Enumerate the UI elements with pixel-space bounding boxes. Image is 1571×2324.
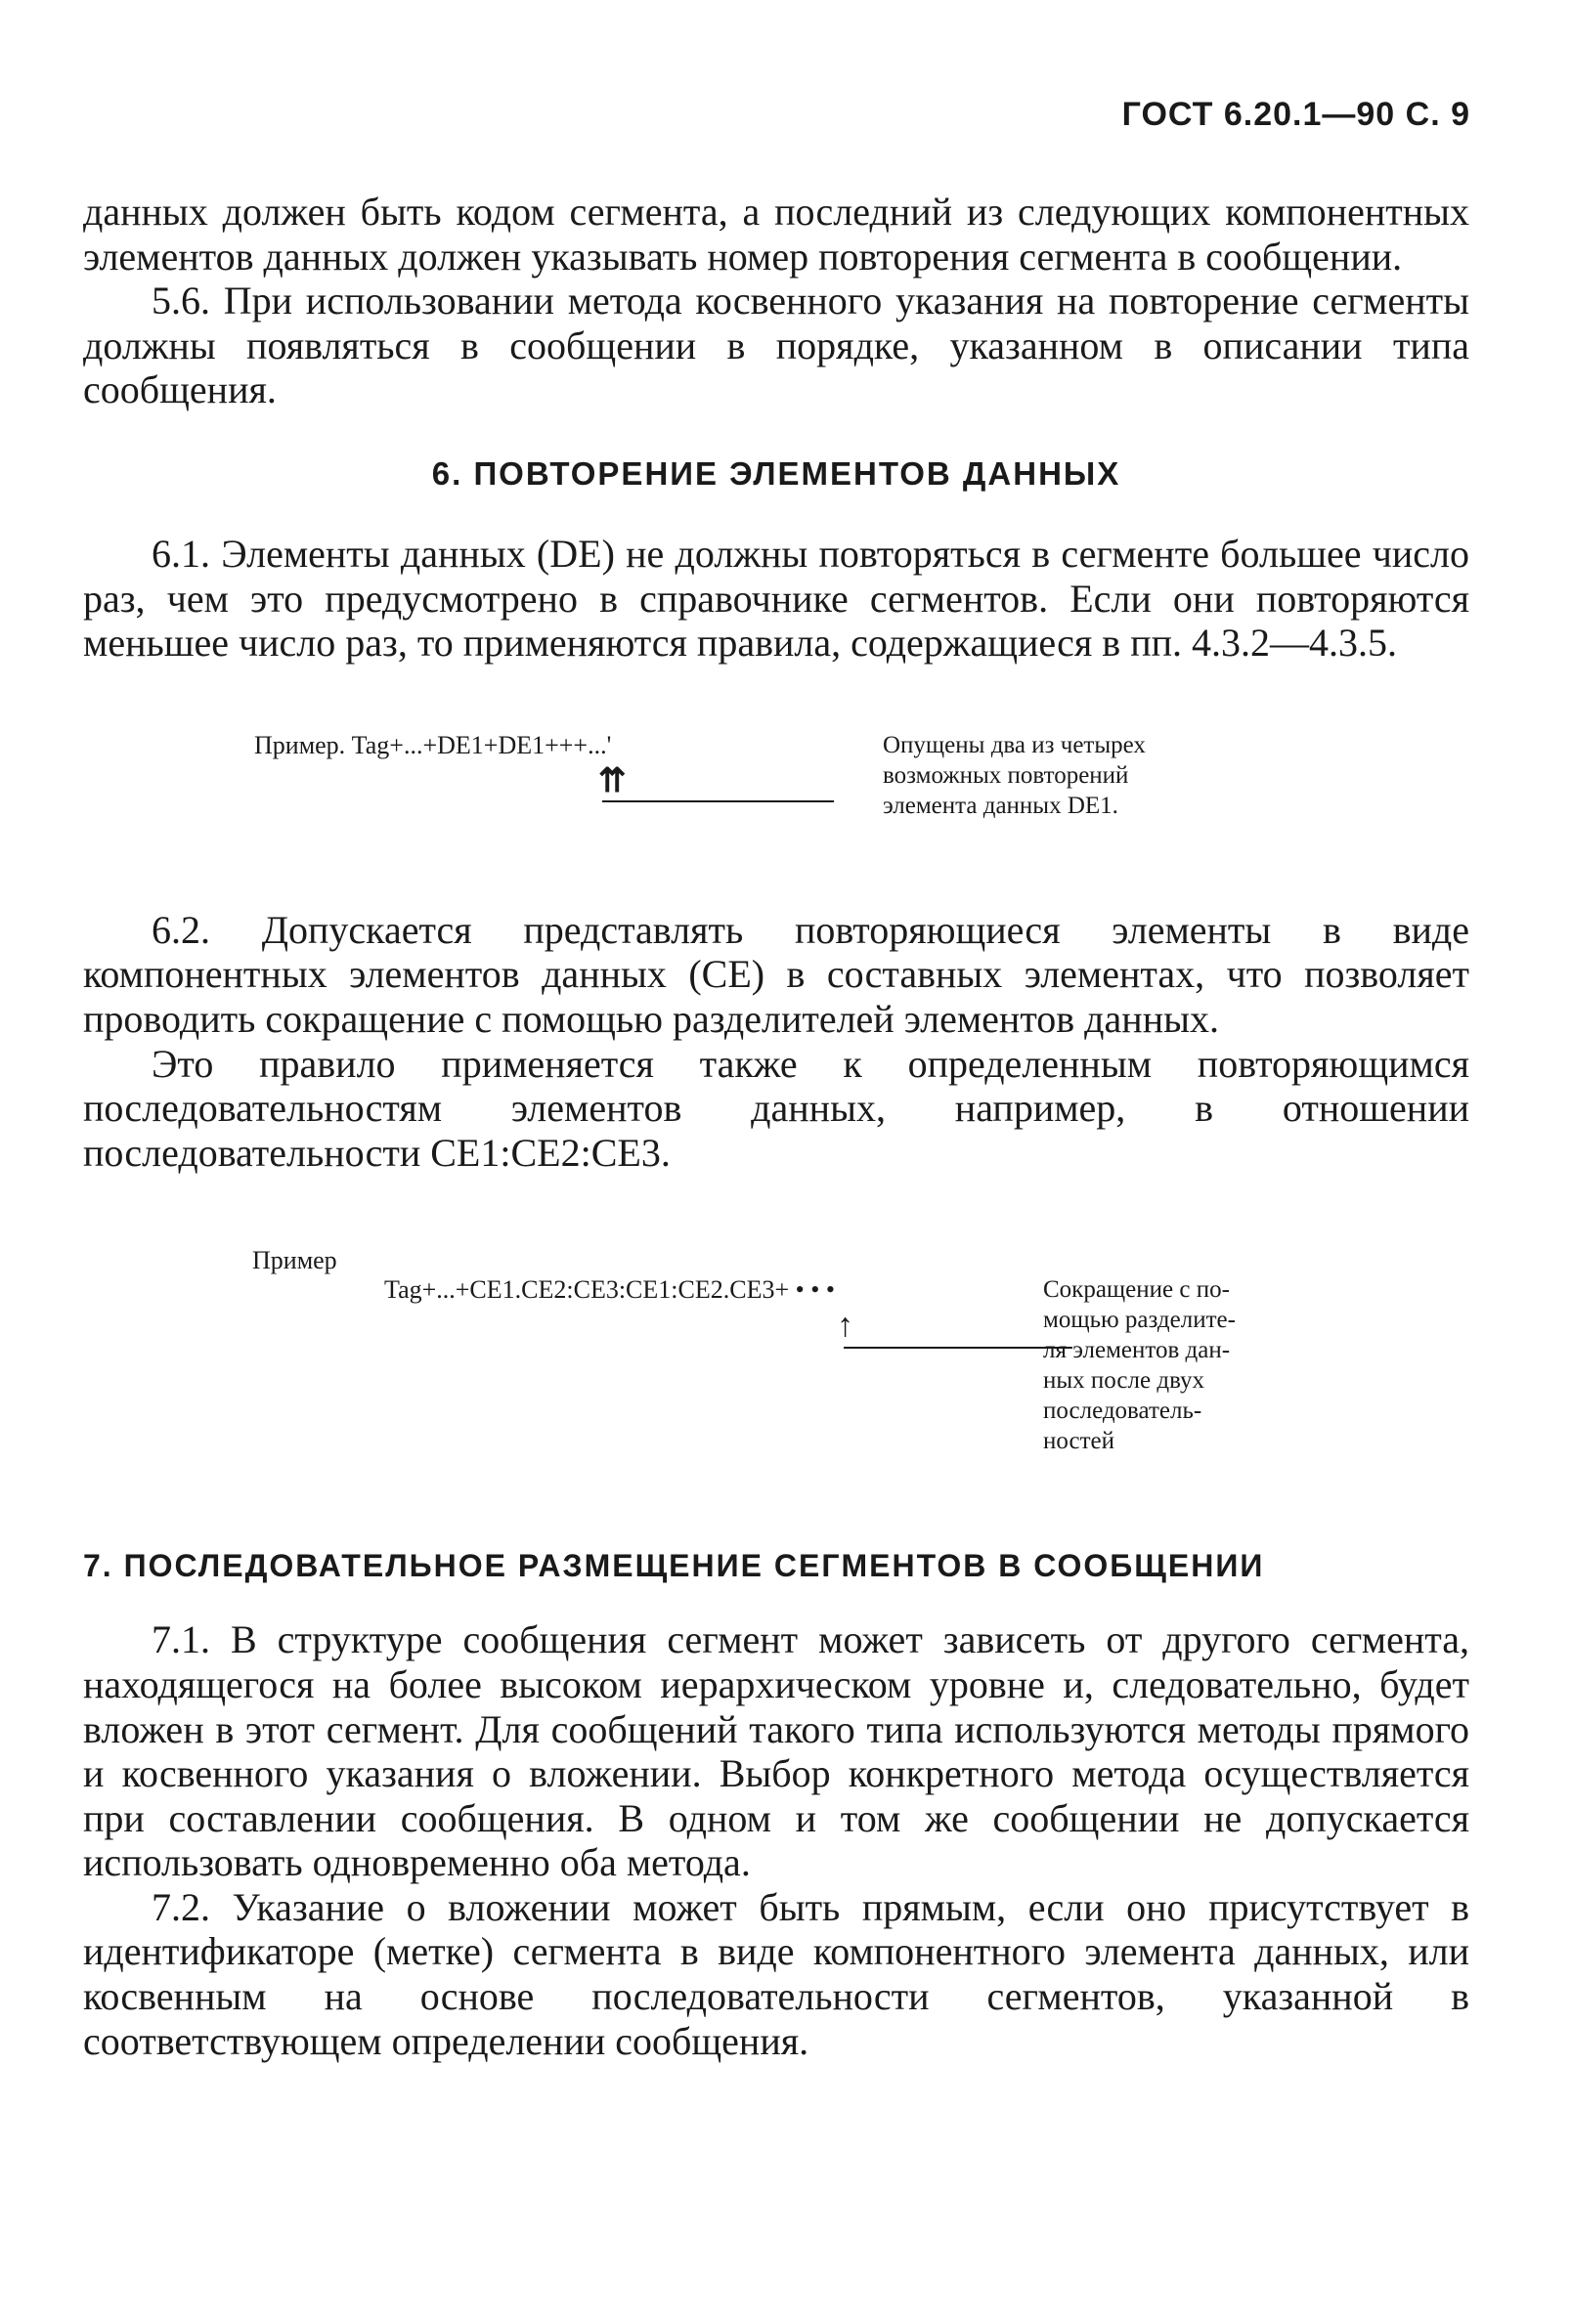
paragraph-5-6: 5.6. При использовании метода косвенного указания на повторение сегменты должны появляться в сообщении в порядке, указанном в описании типа сообщения. (83, 279, 1469, 412)
note-line: ных после двух (1043, 1367, 1205, 1395)
example-2 (83, 1245, 1469, 1505)
note-line: ля элементов дан- (1043, 1337, 1231, 1364)
example-2-code: Tag+...+CE1.CE2:CE3:CE1:CE2.CE3+ • • • (384, 1275, 835, 1305)
document-body (83, 190, 1469, 2063)
example-1-note (883, 730, 1146, 821)
paragraph-6-1: 6.1. Элементы данных (DE) не должны повторяться в сегменте большее число раз, чем это предусмотрено в справочнике сегментов. Если они повторяются меньшее число раз, то применяются правила, содержащиеся в пп. 4.3.2—4.3.5. (83, 531, 1469, 666)
leader-line (602, 800, 834, 802)
note-line: Сокращение с по- (1043, 1276, 1230, 1304)
paragraph-6-2-continued: Это правило применяется также к определенным повторяющимся последовательностям элементов данных, например, в отношении последовательности CE1:CE2:CE3. (83, 1041, 1469, 1175)
note-line: Опущены два из четырех (883, 731, 1146, 758)
page-header: ГОСТ 6.20.1—90 С. 9 (1121, 96, 1470, 133)
note-line: мощью разделите- (1043, 1307, 1236, 1334)
paragraph-7-2: 7.2. Указание о вложении может быть прямым, если оно присутствует в идентификаторе (метке) сегмента в виде компонентного элемента данных, или косвенным на основе последовательности сегментов, указанной в соответствующем определении сообщения. (83, 1884, 1469, 2063)
example-1-code: Пример. Tag+...+DE1+DE1+++...' (254, 730, 612, 759)
up-arrow-icon: ↑ (837, 1308, 853, 1345)
note-line: элемента данных DE1. (883, 792, 1118, 819)
example-1 (83, 730, 1469, 879)
paragraph-7-1: 7.1. В структуре сообщения сегмент может зависеть от другого сегмента, находящегося на более высоком иерархическом уровне и, следовательно, будет вложен в этот сегмент. Для сообщений такого типа используются методы прямого и косвенного указания о вложении. Выбор конкретного метода осуществляется при составлении сообщения. В одном и том же сообщении не допускается использовать одновременно оба метода. (83, 1617, 1469, 1885)
double-up-arrow-icon: ⇈ (598, 762, 627, 799)
note-line: ностей (1043, 1428, 1114, 1455)
section-7-heading: 7. ПОСЛЕДОВАТЕЛЬНОЕ РАЗМЕЩЕНИЕ СЕГМЕНТОВ В СООБЩЕНИИ (83, 1548, 1265, 1584)
example-2-label: Пример (252, 1246, 337, 1275)
leader-line (844, 1347, 1072, 1349)
paragraph-6-2: 6.2. Допускается представлять повторяющиеся элементы в виде компонентных элементов данных (СЕ) в составных элементах, что позволяет проводить сокращение с помощью разделителей элементов данных. (83, 907, 1469, 1041)
example-2-note (1043, 1274, 1236, 1456)
paragraph-continuation: данных должен быть кодом сегмента, а последний из следующих компонентных элементов данных должен указывать номер повторения сегмента в сообщении. (83, 190, 1469, 279)
note-line: возможных повторений (883, 761, 1129, 789)
section-6-heading: 6. ПОВТОРЕНИЕ ЭЛЕМЕНТОВ ДАННЫХ (431, 454, 1121, 492)
note-line: последователь- (1043, 1398, 1202, 1425)
